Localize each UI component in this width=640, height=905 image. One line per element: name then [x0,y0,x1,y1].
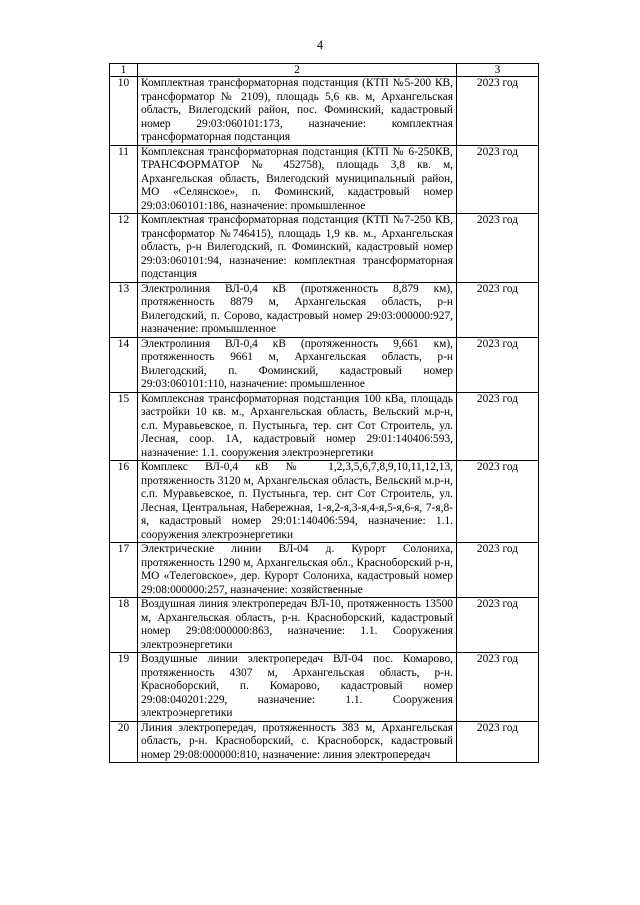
table-row [110,653,539,722]
header-col-3: 3 [457,64,539,77]
row-description: Электролиния ВЛ-0,4 кВ (протяженность 8,879 км), протяженность 8879 м, Архангельская область, р-н Вилегодский, п. Сорово, кадастровый номер 29:03:000000:927, назначение: промышленное [138,282,457,337]
row-description: Комплектная трансформаторная подстанция (КТП №5-200 КВ, трансформатор № 2109), площадь 5,6 кв. м, Архангельская область, Вилегодский район, пос. Фоминский, кадастровый номер 29:03:060101:173, назначение: комплектная трансформаторная подстанция [138,77,457,146]
row-description: Воздушная линия электропередач ВЛ-10, протяженность 13500 м, Архангельская область, р-н. Красноборский, кадастровый номер 29:08:000000:863, назначение: 1.1. Сооружения электроэнергетики [138,598,457,653]
row-year: 2023 год [457,461,539,543]
row-number: 11 [110,145,138,214]
row-number: 12 [110,214,138,283]
row-year: 2023 год [457,598,539,653]
row-description: Комплексная трансформаторная подстанция (КТП № 6-250КВ, ТРАНСФОРМАТОР № 452758), площадь 3,8 кв. м, Архангельская область, Вилегодский муниципальный район, МО «Селянское», п. Фоминский, кадастровый номер 29:03:060101:186, назначение: промышленное [138,145,457,214]
row-description: Комплекс ВЛ-0,4 кВ № 1,2,3,5,6,7,8,9,10,11,12,13, протяженность 3120 м, Архангельская область, Вельский м.р-н, с.п. Муравьевское, п. Пустыньга, тер. снт Сот Строитель, ул. Лесная, Центральная, Набережная, 1-я,2-я,3-я,4-я,5-я,6-я, 7-я,8-я, кадастровый номер 29:01:140406:594, назначение: 1.1. сооружения электроэнергетики [138,461,457,543]
table-header-row [110,64,539,77]
row-number: 13 [110,282,138,337]
table-body [110,64,539,763]
row-description: Комплексная трансформаторная подстанция 100 кВа, площадь застройки 10 кв. м., Архангельская область, Вельский м.р-н, с.п. Муравьевское, п. Пустыньга, тер. снт Сот Строитель, ул. Лесная, соор. 1А, кадастровый номер 29:01:140406:593, назначение: 1.1. сооружения электроэнергетики [138,392,457,461]
row-number: 19 [110,653,138,722]
row-number: 18 [110,598,138,653]
table-row [110,214,539,283]
row-description: Линия электропередач, протяженность 383 м, Архангельская область, р-н. Красноборский, с. Красноборск, кадастровый номер 29:08:000000:810, назначение: линия электропередач [138,721,457,763]
table-row [110,77,539,146]
row-number: 10 [110,77,138,146]
table-row [110,337,539,392]
row-year: 2023 год [457,282,539,337]
row-number: 14 [110,337,138,392]
row-year: 2023 год [457,337,539,392]
row-number: 17 [110,543,138,598]
row-year: 2023 год [457,77,539,146]
row-number: 15 [110,392,138,461]
page-number: 4 [316,38,324,52]
table-row [110,543,539,598]
row-year: 2023 год [457,653,539,722]
table-row [110,598,539,653]
table-row [110,721,539,763]
row-description: Электролиния ВЛ-0,4 кВ (протяженность 9,661 км), протяженность 9661 м, Архангельская область, р-н Вилегодский, п. Фоминский, кадастровый номер 29:03:060101:110, назначение: промышленное [138,337,457,392]
table-row [110,145,539,214]
row-year: 2023 год [457,543,539,598]
row-number: 16 [110,461,138,543]
property-table [109,63,539,763]
row-year: 2023 год [457,145,539,214]
row-description: Воздушные линии электропередач ВЛ-04 пос. Комарово, протяженность 4307 м, Архангельская область, р-н. Красноборский, п. Комарово, кадастровый номер 29:08:040201:229, назначение: 1.1. Сооружения электроэнергетики [138,653,457,722]
row-year: 2023 год [457,214,539,283]
row-year: 2023 год [457,392,539,461]
row-description: Комплектная трансформаторная подстанция (КТП №7-250 КВ, трансформатор №746415), площадь 1,9 кв. м., Архангельская область, р-н Вилегодский, п. Фоминский, кадастровый номер 29:03:060101:94, назначение: комплектная трансформаторная подстанция [138,214,457,283]
row-number: 20 [110,721,138,763]
header-col-1: 1 [110,64,138,77]
row-year: 2023 год [457,721,539,763]
header-col-2: 2 [138,64,457,77]
row-description: Электрические линии ВЛ-04 д. Курорт Солониха, протяженность 1290 м, Архангельская обл., Красноборский р-н, МО «Телеговское», дер. Курорт Солониха, кадастровый номер 29:08:000000:257, назначение: хозяйственные [138,543,457,598]
table-row [110,461,539,543]
table-row [110,392,539,461]
table-row [110,282,539,337]
